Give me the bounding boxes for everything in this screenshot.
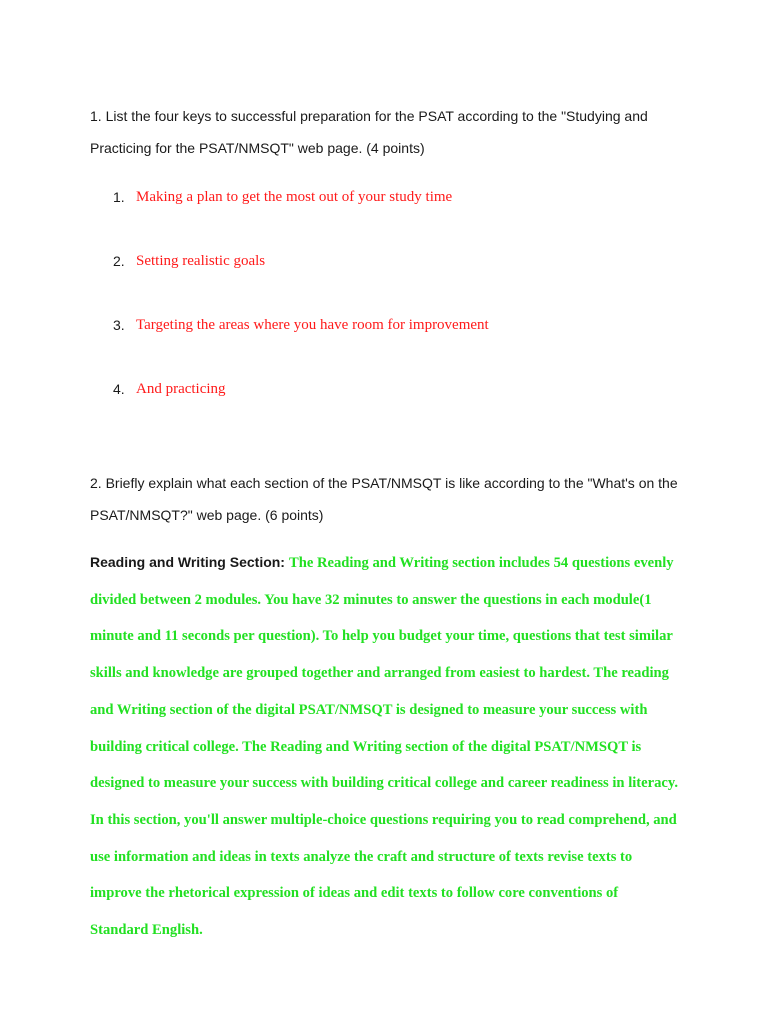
question-2-text: 2. Briefly explain what each section of the PSAT/NMSQT is like according to the "What's on the PSAT/NMSQT?" web page. (6 points): [90, 475, 678, 523]
reading-writing-answer-paragraph: [90, 545, 680, 949]
question-1-text: 1. List the four keys to successful preparation for the PSAT according to the "Studying and Practicing for the PSAT/NMSQT" web page. (4 points): [90, 108, 648, 156]
list-item-answer: Targeting the areas where you have room for improvement: [136, 317, 489, 333]
reading-writing-section-label: Reading and Writing Section:: [90, 554, 285, 570]
list-item-answer: And practicing: [136, 381, 226, 397]
list-item-answer: Setting realistic goals: [136, 253, 266, 269]
list-item-number: 1.: [113, 189, 125, 205]
list-item-number: 4.: [113, 381, 125, 397]
list-item-number: 3.: [113, 317, 125, 333]
reading-writing-section-answer: The Reading and Writing section includes 54 questions evenly divided between 2 modules. You have 32 minutes to answer the questions in each module(1 minute and 11 seconds per question). To help you budget your time, questions that test similar skills and knowledge are grouped together and arranged from easiest to hardest. The reading and Writing section of the digital PSAT/NMSQT is designed to measure your success with building critical college. The Reading and Writing section of the digital PSAT/NMSQT is designed to measure your success with building critical college and career readiness in literacy. In this section, you'll answer multiple-choice questions requiring you to read comprehend, and use information and ideas in texts analyze the craft and structure of texts revise texts to improve the rhetorical expression of ideas and edit texts to follow core conventions of Standard English.: [90, 555, 679, 939]
list-item-answer: Making a plan to get the most out of your study time: [136, 189, 453, 205]
list-item-number: 2.: [113, 253, 125, 269]
